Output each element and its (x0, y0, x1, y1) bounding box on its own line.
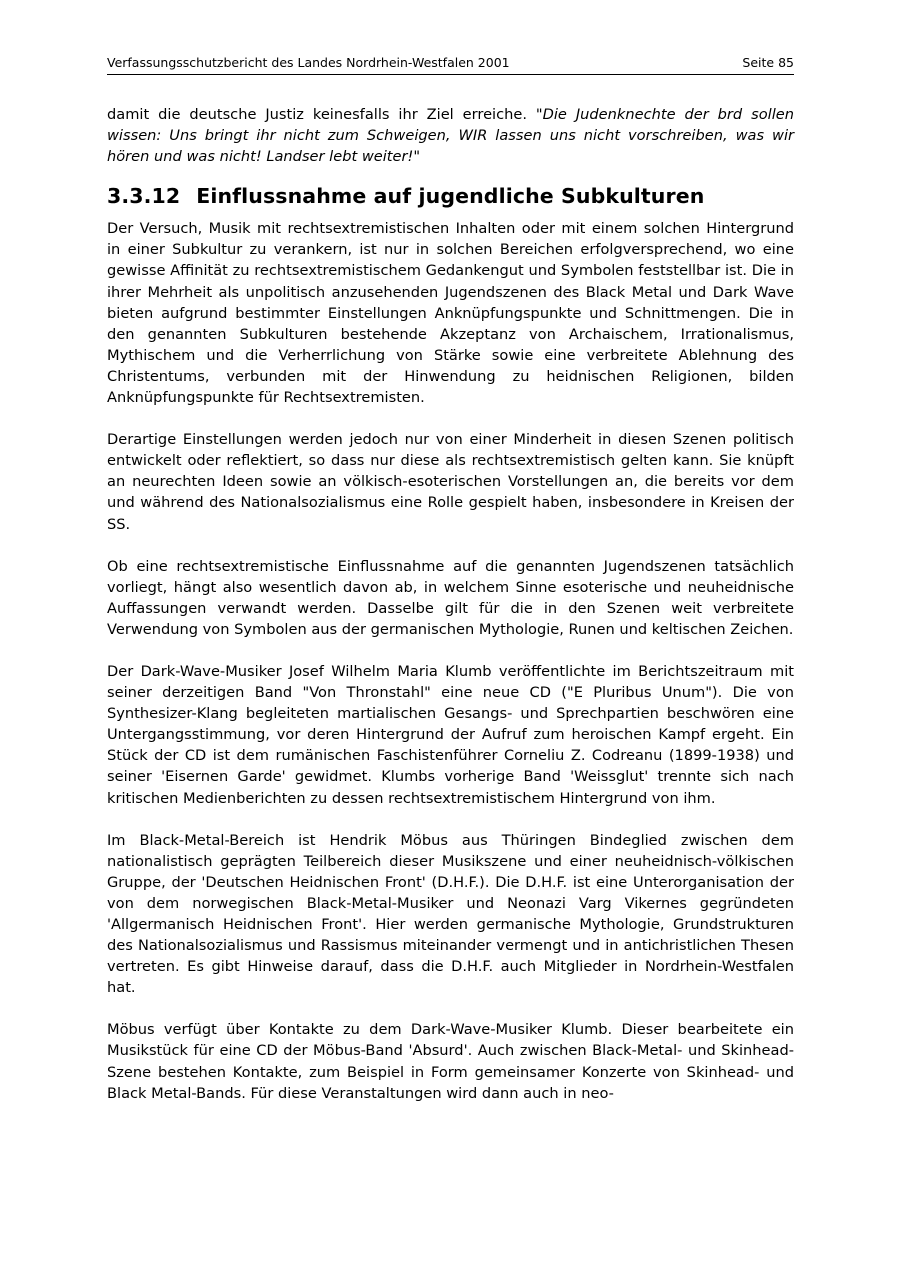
page-number: Seite 85 (742, 55, 794, 70)
paragraph-1: Der Versuch, Musik mit rechtsextremistischen Inhalten oder mit einem solchen Hintergrund in einer Subkultur zu verankern, ist nur in solchen Bereichen erfolgversprechend, wo eine gewisse Affinität zu rechtsextremistischem Gedankengut und Symbolen feststellbar ist. Die in ihrer Mehrheit als unpolitisch anzusehenden Jugendszenen des Black Metal und Dark Wave bieten aufgrund bestimmter Einstellungen Anknüpfungspunkte und Schnittmengen. Die in den genannten Subkulturen bestehende Akzeptanz von Archaischem, Irrationalismus, Mythischem und die Verherrlichung von Stärke sowie eine verbreitete Ablehnung des Christentums, verbunden mit der Hinwendung zu heidnischen Religionen, bilden Anknüpfungspunkte für Rechtsextremisten. (107, 220, 794, 407)
intro-text: damit die deutsche Justiz keinesfalls ihr Ziel erreiche. " (107, 106, 543, 123)
paragraph-6: Möbus verfügt über Kontakte zu dem Dark-Wave-Musiker Klumb. Dieser bearbeitete ein Musikstück für eine CD der Möbus-Band 'Absurd'. Auch zwischen Black-Metal- und Skinhead-Szene bestehen Kontakte, zum Beispiel in Form gemeinsamer Konzerte von Skinhead- und Black Metal-Bands. Für diese Veranstaltungen wird dann auch in neo- (107, 1021, 794, 1102)
intro-quote: Die Judenknechte der brd sollen wissen: Uns bringt ihr nicht zum Schweigen, WIR lassen uns nicht vorschreiben, was wir hören und was nicht! Landser lebt weiter! (107, 106, 794, 166)
report-title: Verfassungsschutzbericht des Landes Nordrhein-Westfalen 2001 (107, 55, 510, 70)
intro-quote-end: " (413, 148, 421, 166)
paragraph-3: Ob eine rechtsextremistische Einflussnahme auf die genannten Jugendszenen tatsächlich vorliegt, hängt also wesentlich davon ab, in welchem Sinne esoterische und neuheidnische Auffassungen verwandt werden. Dasselbe gilt für die in den Szenen weit verbreitete Verwendung von Symbolen aus der germanischen Mythologie, Runen und keltischen Zeichen. (107, 557, 794, 638)
paragraph-4: Der Dark-Wave-Musiker Josef Wilhelm Maria Klumb veröffentlichte im Berichtszeitraum mit seiner derzeitigen Band "Von Thronstahl" eine neue CD ("E Pluribus Unum"). Die von Synthesizer-Klang begleiteten martialischen Gesangs- und Sprechpartien beschwören eine Untergangsstimmung, vor deren Hintergrund der Aufruf zum heroischen Kampf ergeht. Ein Stück der CD ist dem rumänischen Faschistenführer Corneliu Z. Codreanu (1899-1938) und seiner 'Eisernen Garde' gewidmet. Klumbs vorherige Band 'Weissglut' trennte sich nach kritischen Medienberichten zu dessen rechtsextremistischem Hintergrund von ihm. (107, 662, 794, 807)
page-header (107, 53, 794, 75)
section-number: 3.3.12 (107, 184, 181, 209)
section-heading (107, 182, 794, 210)
paragraph-5: Im Black-Metal-Bereich ist Hendrik Möbus aus Thüringen Bindeglied zwischen dem nationalistisch geprägten Teilbereich dieser Musikszene und einer neuheidnisch-völkischen Gruppe, der 'Deutschen Heidnischen Front' (D.H.F.). Die D.H.F. ist eine Unterorganisation der von dem norwegischen Black-Metal-Musiker und Neonazi Varg Vikernes gegründeten 'Allgermanisch Heidnischen Front'. Hier werden germanische Mythologie, Grundstrukturen des Nationalsozialismus und Rassismus miteinander vermengt und in antichristlichen Thesen vertreten. Es gibt Hinweise darauf, dass die D.H.F. auch Mitglieder in Nordrhein-Westfalen hat. (107, 831, 794, 997)
paragraph-2: Derartige Einstellungen werden jedoch nur von einer Minderheit in diesen Szenen politisch entwickelt oder reflektiert, so dass nur diese als rechtsextremistisch gelten kann. Sie knüpft an neurechten Ideen sowie an völkisch-esoterischen Vorstellungen an, die bereits vor dem und während des Nationalsozialismus eine Rolle gespielt haben, insbesondere in Kreisen der SS. (107, 431, 794, 533)
page-content (107, 104, 794, 1125)
intro-paragraph (107, 104, 794, 167)
section-title: Einflussnahme auf jugendliche Subkulturen (196, 184, 705, 209)
